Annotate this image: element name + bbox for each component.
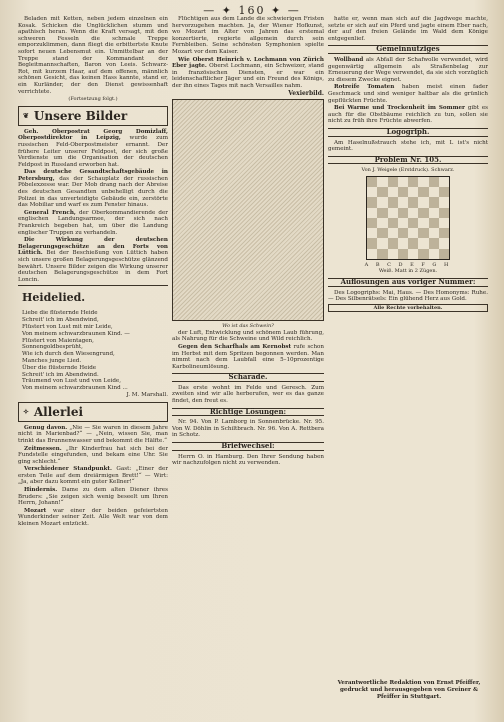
publisher-footer: Verantwortliche Redaktion von Ernst Pfeiffer, gedruckt und herausgegeben von Greiner & Pfeiffer in Stuttgart. <box>337 680 481 700</box>
section-header-allerlei <box>18 402 168 422</box>
logogriph-text: Am Haselnußstrauch stehe ich, mit L ist's nicht gemeint. <box>328 139 488 153</box>
loesungen-text: Nr. 94. Von P. Lamborg in Sonnenbrücke. Nr. 95. Von W. Döhlin in Schiltbrach. Nr. 96. Von A. Rettbera in Schotz. <box>172 419 324 439</box>
article-text: der Luft, Entwicklung und schönem Laub führung, als Nahrung für die Schweine und Wild reichlich. <box>172 329 324 343</box>
tip-title: Wollband <box>334 56 364 63</box>
article-title: Geh. Oberpostrat Georg Domizlaff, Oberpostdirektor in Leipzig, <box>18 128 168 142</box>
tip-text: gibt es auch für die Obstbäume reichlich zu tun, sollen sie nicht zu früh ihre Früchte abwerfen. <box>328 105 488 125</box>
puzzle-picture-title: Vexierbild. <box>288 89 324 97</box>
anecdote-text: „Ihr Kinderfrau hat sich bei der Fundstelle eingefunden, und bekam eine Uhr. Sie ging schlecht.“ <box>18 445 168 465</box>
section-header-unsere-bilder <box>18 106 168 126</box>
briefwechsel-text: Herrn O. in Hamburg. Den Ihrer Sendung haben wir nachzufolgen nicht zu verwenden. <box>172 453 324 467</box>
article-title: Die Wirkung der deutschen Belagerungsgeschütze an den Forts von Lüttich. <box>18 237 168 257</box>
article-text: Oberst Lochmann, ein Schweizer, stand in französischen Diensten, er war ein leidenschaftlicher Jäger und ein Freund des Königs, der ihn eines Tages mit nach Versailles nahm. <box>172 63 324 89</box>
anecdote-title: Mozart <box>24 507 47 514</box>
poem <box>18 310 168 398</box>
gemeinnuetziges-title: Gemeinnütziges <box>328 45 488 54</box>
poem-line: Träumend von Lust und von Leide, <box>22 378 121 385</box>
tip-text: als Abfall der Schafwolle verwendet, wird gegenwärtig allgemein als Straßenbelag zur Erneuerung der Wege verwendet, da sie sich vorzüglich zu diesem Zwecke eignet. <box>328 56 488 83</box>
scharade-text: Das erste wohnt im Felde und Geresch. Zum zweiten sind wir alle herberufen, wer es das ganze findet, den freut es. <box>172 384 324 405</box>
article-text: rufe schon im Herbst mit dem Spritzen begonnen werden. Man nimmt nach dem Laubfall eine 5–10prozentige Karbolineumlösung. <box>172 343 324 370</box>
divider <box>18 285 168 286</box>
loesungen-title: Richtige Lösungen: <box>172 408 324 417</box>
column-right <box>328 16 488 706</box>
anecdote-text: „Nie — Sie waren in diesem Jahre nicht in Marienbad?“ — „Nein, wissen Sie, man trinkt das Brunnenwasser und bekommt die Hälfte.“ <box>18 424 168 444</box>
continuation-note: (Fortsetzung folgt.) <box>68 96 118 103</box>
puzzle-picture <box>172 99 324 321</box>
poem-author: J. M. Marshall. <box>126 391 168 398</box>
section-header-text: Allerlei <box>33 404 84 419</box>
page-number-value: 160 <box>238 4 266 17</box>
poem-line: Von meinem schwarzbraunen Kind ... <box>22 385 128 392</box>
section-header-text: Unsere Bilder <box>33 108 128 123</box>
chess-board <box>366 176 450 260</box>
column-middle <box>172 16 324 706</box>
anecdote-title: Hindernis. <box>24 487 58 494</box>
scharade-title: Scharade. <box>172 373 324 382</box>
anecdote-text: Dame zu dem alten Diener ihres Bruders: „Sie zeigen sich wenig beseelt um Ihren Herrn, Johann!“ <box>18 487 168 507</box>
article-title: Das deutsche Gesandtschaftsgebäude in Petersburg, <box>18 169 168 182</box>
aufloesungen-title: Auflösungen aus voriger Nummer: <box>328 278 488 287</box>
poem-line: Flüstert von Maientagen, <box>22 337 94 344</box>
poem-line: Schreit' ich im Abendwind, <box>22 317 99 324</box>
anecdote-text: war einer der beiden gefeiertsten Wunderkinder seiner Zeit. Alle Welt war von dem kleinen Mozart entzückt. <box>18 507 168 528</box>
anecdote-title: Zeitmessen. <box>24 445 62 452</box>
chess-problem-footer: Weiß. Matt in 2 Zügen. <box>378 268 438 275</box>
poem-line: Von meinem schwarzbraunen Kind. — <box>22 330 130 337</box>
chess-problem-title: Problem Nr. 105. <box>328 156 488 165</box>
chess-board-files: A B C D E F G H <box>364 261 452 268</box>
article-title: Wie Oberst Heinrich v. Lochmann von Zürich Eber jagte. <box>172 56 324 70</box>
ornament-icon: ❦ <box>23 110 30 120</box>
page-number: — ✦ 160 ✦ — <box>203 4 301 17</box>
article-text: das der Schauplatz der russischen Pöbelexzesse war. Der Mob drang nach der Abreise des deutschen Gesandten unbehelligt durch die Polizei in das unverteidigte Gebäude ein, zerstörte das Mobiliar und warf es zum Fenster hinaus. <box>18 175 168 209</box>
column-left <box>18 16 168 706</box>
briefwechsel-title: Briefwechsel: <box>172 442 324 451</box>
article-text: der Oberkommandierende der englischen Landungsarmee, der sich nach Frankreich begeben hat, um über die Landung englischer Truppen zu verhandeln. <box>18 209 168 236</box>
ornament-icon: ✧ <box>23 406 30 416</box>
rights-notice: Alle Rechte vorbehalten. <box>328 304 488 313</box>
poem-line: Schreit' ich im Abendwind. <box>22 371 99 378</box>
anecdote-text: Gast: „Einer der ersten Teile auf dem dreiärmigen Brett!“ — Wirt: „Ja, aber dazu kommt ein guter Kellner!“ <box>18 466 168 486</box>
poem-title-text: Heidelied. <box>22 291 86 305</box>
poem-title <box>18 289 168 307</box>
tip-title: Rotreife Tomaten <box>334 84 395 91</box>
poem-line: Flüstert von Lust mit mir Leide, <box>22 323 113 330</box>
puzzle-picture-caption: Wo ist das Schwein? <box>222 323 274 330</box>
story-text: Flüchtigen aus dem Lande die schwierigen Fristen hervorzugehen machten. Ja, der Wiener Hofkunst, wo Mozart im Alter von Jahren das erstemal konzertierte, regierte allgemein durch sein Fernbleiben. Seine schönsten Symphonien spielte Mozart vor dem Kaiser. <box>172 16 324 55</box>
aufloesungen-text: Des Logogriphs: Mai, Haus. — Des Homonyms: Ruhe. — Des Silbenrätsels: Ein glühend Herz aus Gold. <box>328 289 488 303</box>
story-ending: Beladen mit Ketten, neben jedem einzelnen ein Kosak. Schicken die Unglücklichen stumm und apathisch heran. Wenn die Kraft versagt, mit den schweren Fesseln die schmale Treppe emporzuklimmen, dann fliegt die erbittertste Knute sofort neuen Lebensmut ein. Unmittelbar an der Treppe stand der Kommandant der Begleitmannschaften, Baron von Leeis. Schwarz-Rot, mit kurzem Haar, auf dem offenen, männlich schönen Gesicht, das keinen Hass kannte, stand er, ein Kurländer, der den Dienst gewissenhaft verrichtete. <box>18 16 168 95</box>
poem-line: Manches junge Lied. <box>22 357 82 364</box>
logogriph-title: Logogriph. <box>328 128 488 137</box>
tip-title: Bei Warme und Trockenheit im Sommer <box>334 105 465 112</box>
poem-line: Liebe die flüsternde Heide <box>22 310 98 317</box>
poem-line: Über die flüsternde Heide <box>22 364 97 371</box>
story-text: hatte er, wenn man sich auf die Jagdwege machte, setzte er sich auf ein Pferd und jagte einem Eber nach, der auf den freien Gelände im Wald dem Könige entgegenlief. <box>328 16 488 42</box>
anecdote-title: Genug davon. <box>24 424 68 431</box>
poem-line: Wie ich durch den Wiesengrund, <box>22 351 115 358</box>
article-title: Gegen den Scharfhals am Kernobst <box>178 343 292 350</box>
tip-text: haben meist einen fader Geschmack und sind weniger haltbar als die grünlich gepflückten Früchte. <box>328 84 488 104</box>
chess-problem-subtitle: Von J. Weigele (Erstdruck). Schwarz. <box>361 167 455 174</box>
article-text: wurde zum russischen Feld-Oberpostmeister ernannt. Der frühere Leiter unserer Feldpost, der sich große Verdienste um die Organisation der deutschen Feldpost in Russland erworben hat. <box>18 135 168 168</box>
anecdote-title: Verschiedener Standpunkt. <box>24 466 112 473</box>
poem-line: Sonnengoldbesprüht, <box>22 344 83 351</box>
article-title: General French, <box>24 209 76 216</box>
article-text: Bei der Beschießung von Lüttich haben sich unsere großen Belagerungsgeschütze glänzend bewährt. Unsere Bilder zeigen die Wirkung unserer deutschen Belagerungsgeschütze in dem Fort Loncin. <box>18 250 168 283</box>
